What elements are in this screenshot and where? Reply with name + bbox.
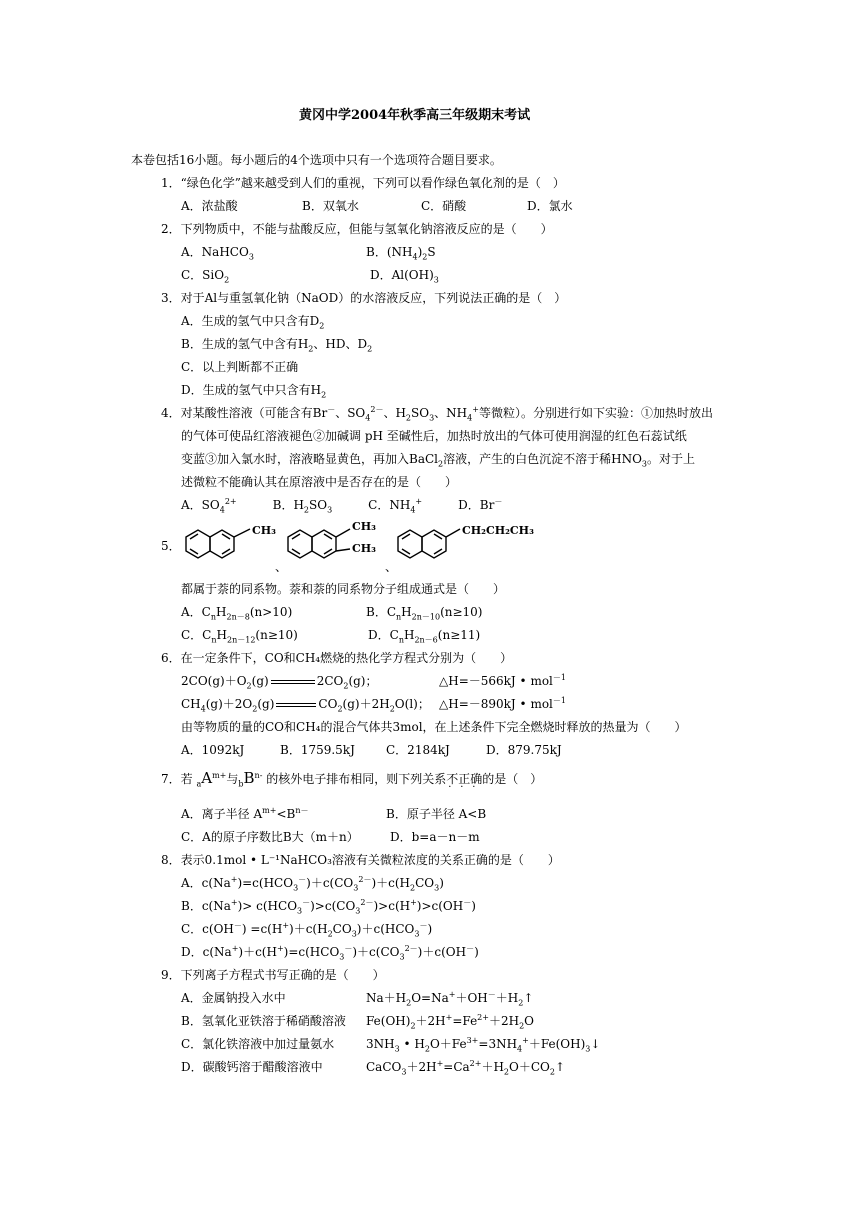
q6-option-d: D．879.75kJ (486, 743, 562, 757)
page-title: 黄冈中学2004年秋季高三年级期末考试 (299, 108, 531, 123)
q2-option-d: D．$Al(OH)_3$ (370, 268, 439, 285)
q8-option-b: B．$c(Na^+)> c(HCO_3^-)>c(CO_3^{2-})>c(H^+)>c(OH^-)$ (181, 898, 476, 916)
q5-number: 5． (161, 539, 181, 553)
q8-option-d: D．$c(Na^+)+c(H^+)=c(HCO_3^-)+c(CO_3^{2-})+c(OH^-)$ (181, 944, 479, 962)
q9-option-b-equation: $Fe(OH)_2+2H^+=Fe^{2+}+2H_2O$ (366, 1013, 535, 1031)
q4-stem-line2: 的气体可使品红溶液褪色②加碱调 pH 至碱性后，加热时放出的气体可使用润湿的红色石蕊试纸 (181, 429, 687, 443)
q6-option-a: A．1092kJ (181, 743, 245, 757)
separator-1: 、 (275, 560, 288, 574)
q6-stem: 6．在一定条件下，CO和CH₄燃烧的热化学方程式分别为（ ） (161, 651, 513, 665)
q6-option-b: B．1759.5kJ (280, 743, 355, 757)
intro-text: 本卷包括16小题。每小题后的4个选项中只有一个选项符合题目要求。 (131, 153, 502, 167)
q4-options: A．$SO_4^{2+}$ B．$H_2SO_3$ C．$NH_4^+$ D．Br－ (181, 497, 503, 515)
q8-option-a: A．$c(Na^+)=c(HCO_3^-)+c(CO_3^{2-})+c(H_2CO_3)$ (181, 875, 444, 893)
q8-stem: 8．表示0.1mol • L⁻¹NaHCO₃溶液有关微粒浓度的关系正确的是（ ） (161, 853, 560, 867)
q4-stem-line3: 变蓝③加入氯水时，溶液略显黄色，再加入BaCl$_2$溶液，产生的白色沉淀不溶于稀$HNO_3$。对于上 (181, 452, 696, 469)
q1-option-a: A．浓盐酸 (181, 199, 238, 213)
q7-option-d: D．b=a－n－m (390, 830, 480, 844)
q3-option-a: A．生成的氢气中只含有$D_2$ (181, 314, 325, 331)
q4-line3-text: 变蓝③加入氯水时，溶液略显黄色，再加入 (181, 452, 410, 466)
naphthalene-structures (178, 515, 558, 575)
q8-option-c: C．$c(OH^-) =c(H^+)+c(H_2CO_3)+c(HCO_3^-)$ (181, 921, 433, 939)
q6-enthalpy-1: △H=－566kJ • mol$^{-1}$ (439, 673, 566, 688)
q5-stem: 都属于萘的同系物。萘和萘的同系物分子组成通式是（ ） (181, 582, 506, 596)
q5-option-d: D．$C_nH_{2n-6}(n\ge 11)$ (368, 628, 481, 645)
q9-option-b-label: B．氢氧化亚铁溶于稀硝酸溶液 (181, 1014, 346, 1028)
q5-option-a: A．$C_nH_{2n-8}(n>10)$ (181, 605, 293, 622)
q6-option-c: C．2184kJ (386, 743, 450, 757)
q9-option-a-equation: $Na+H_2O=Na^++OH^-+H_2↑$ (366, 990, 534, 1008)
q9-option-a-label: A．金属钠投入水中 (181, 991, 286, 1005)
q2-stem: 2．下列物质中，不能与盐酸反应，但能与氢氧化钠溶液反应的是（ ） (161, 222, 553, 236)
q6-equation-1: $2CO(g)+O_2(g)$ $2CO_2(g)$； (181, 674, 378, 691)
q5-option-b: B．$C_nH_{2n-10}(n\ge 10)$ (366, 605, 483, 622)
q1-option-c: C．硝酸 (421, 199, 467, 213)
propyl-label: CH₂CH₂CH₃ (462, 524, 534, 537)
q1-stem: 1．“绿色化学”越来越受到人们的重视，下列可以看作绿色氧化剂的是（ ） (161, 176, 565, 190)
q6-enthalpy-2: △H=－890kJ • mol$^{-1}$ (439, 696, 566, 711)
q3-option-b: B．生成的氢气中含有$H_2$、HD、$D_2$ (181, 337, 373, 354)
q5-option-c: C．$C_nH_{2n-12}(n\ge 10)$ (181, 628, 298, 645)
q4-stem-line4: 述微粒不能确认其在原溶液中是否存在的是（ ） (181, 475, 458, 489)
q6-equation-2: $CH_4(g)+2O_2(g)$ $CO_2(g)+2H_2O(l)$； (181, 697, 430, 714)
q2-option-c: C．SiO$_2$ (181, 268, 230, 285)
q9-option-c-label: C．氯化铁溶液中加过量氨水 (181, 1037, 335, 1051)
q7-option-a: A．离子半径 $A^{m+}<B^{n-}$ (181, 806, 309, 821)
q3-option-c: C．以上判断都不正确 (181, 360, 299, 374)
q9-option-d-equation: $CaCO_3+2H^+=Ca^{2+}+H_2O+CO_2↑$ (366, 1059, 566, 1077)
q4-stem-line1: 4．对某酸性溶液（可能含有Br－、$SO_4^{2-}$、$H_2SO_3$、$NH_4^+$等微粒）。分别进行如下实验：①加热时放出 (161, 405, 713, 423)
q3-option-d: D．生成的氢气中只含有$H_2$ (181, 383, 327, 400)
q1-option-d: D．氯水 (527, 199, 573, 213)
q9-stem: 9．下列离子方程式书写正确的是（ ） (161, 968, 385, 982)
q7-option-b: B．原子半径 A<B (386, 807, 487, 821)
q9-option-d-label: D．碳酸钙溶于醋酸溶液中 (181, 1060, 323, 1074)
q7-option-c: C．A的原子序数比B大（m＋n） (181, 830, 359, 844)
q7-stem: 7．若 $_aA^{m+}$与$_bB^{n-}$ 的核外电子排布相同，则下列关系不正确的是（ ） (161, 769, 543, 789)
q2-option-b: B．$(NH_4)_2S$ (366, 245, 436, 262)
q2-option-a: A．NaHCO$_3$ (181, 245, 254, 262)
methyl-label-a: CH₃ (352, 520, 376, 533)
q6-line3: 由等物质的量的CO和CH₄的混合气体共3mol，在上述条件下完全燃烧时释放的热量为（ ） (181, 720, 687, 734)
q9-option-c-equation: $3NH_3$ • $H_2O+Fe^{3+}=3NH_4^++Fe(OH)_3↓$ (366, 1036, 601, 1054)
q3-stem: 3．对于Al与重氢氧化钠（NaOD）的水溶液反应，下列说法正确的是（ ） (161, 291, 567, 305)
methyl-label: CH₃ (252, 524, 276, 537)
separator-2: 、 (385, 560, 398, 574)
q1-option-b: B．双氧水 (302, 199, 359, 213)
methyl-label-b: CH₃ (352, 542, 376, 555)
